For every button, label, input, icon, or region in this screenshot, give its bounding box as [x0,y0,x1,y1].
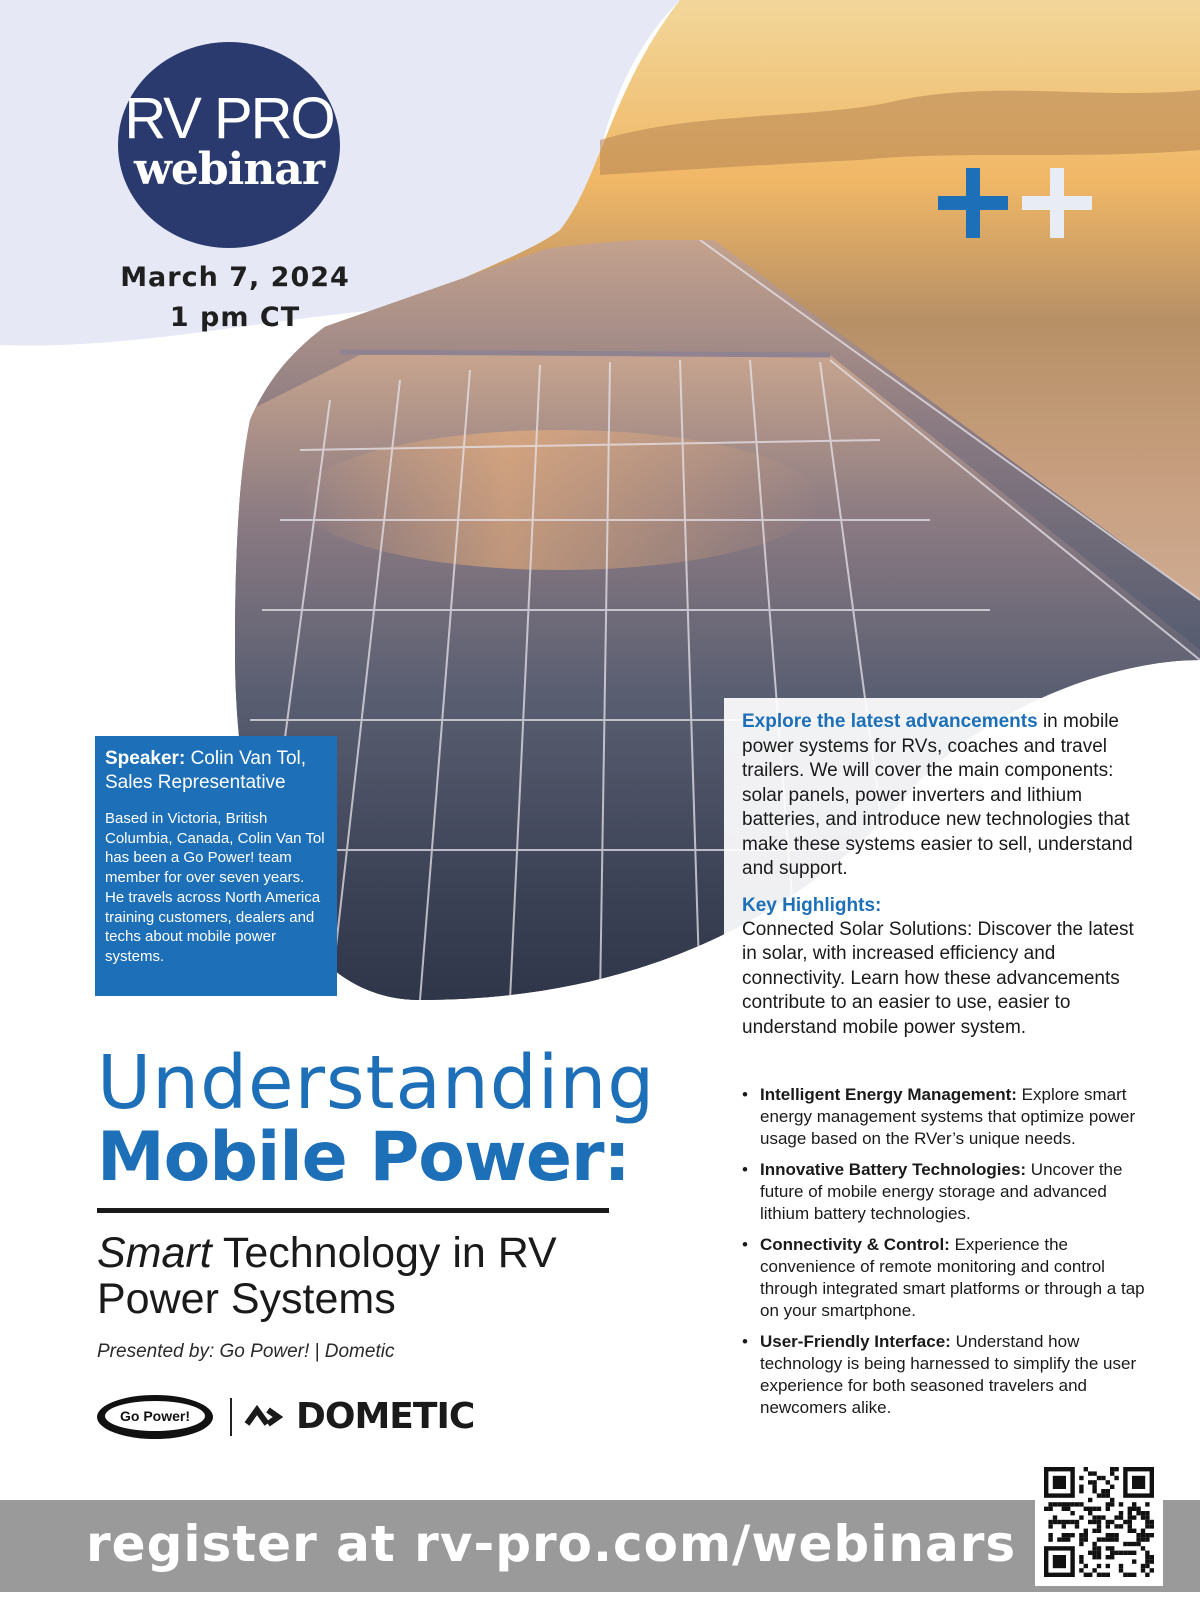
qr-module [1088,1498,1092,1502]
qr-module [1101,1489,1105,1493]
qr-module [1079,1537,1083,1541]
qr-module [1101,1515,1105,1519]
qr-module [1145,1524,1149,1528]
qr-module [1128,1551,1132,1555]
qr-module [1092,1568,1096,1572]
qr-module [1079,1555,1083,1559]
qr-module [1145,1537,1149,1541]
qr-module [1119,1511,1123,1515]
speaker-name: Colin Van Tol, [190,748,307,769]
qr-module [1106,1573,1110,1577]
qr-module [1141,1515,1145,1519]
qr-module [1062,1507,1066,1511]
qr-module [1132,1529,1136,1533]
qr-module [1132,1502,1136,1506]
qr-module [1106,1502,1110,1506]
qr-module [1079,1489,1083,1493]
qr-module [1128,1507,1132,1511]
highlight-text: Understand how technology is being harnessed to simplify the user experience for both seasoned travelers and newcomers alike. [760,1332,1137,1417]
qr-module [1106,1537,1110,1541]
qr-module [1092,1555,1096,1559]
qr-module [1114,1537,1118,1541]
qr-module [1088,1520,1092,1524]
qr-module [1106,1546,1110,1550]
highlights-list [742,1084,1152,1428]
qr-module [1110,1467,1114,1471]
plus-icon [1022,168,1092,238]
key-highlights-text: Connected Solar Solutions: Discover the latest in solar, with increased efficiency and connectivity. Learn how these advancements contribute to an easier to use, easier to understand mobile power system. [742,918,1134,1038]
qr-module [1092,1529,1096,1533]
qr-module [1106,1533,1110,1537]
qr-module [1119,1502,1123,1506]
highlight-title: Connectivity & Control: [760,1235,950,1254]
qr-module [1048,1537,1052,1541]
qr-module [1092,1480,1096,1484]
subtitle-rest: Technology in RV Power Systems [97,1229,557,1323]
qr-module [1101,1476,1105,1480]
qr-module [1092,1489,1096,1493]
qr-module [1128,1542,1132,1546]
qr-module [1053,1502,1057,1506]
qr-module [1097,1515,1101,1519]
qr-finder-module [1053,1555,1066,1568]
bullet: • [742,1160,748,1179]
qr-module [1132,1559,1136,1563]
qr-module [1110,1520,1114,1524]
dometic-chevron-icon [244,1402,290,1432]
qr-module [1136,1511,1140,1515]
qr-module [1128,1511,1132,1515]
qr-module [1084,1564,1088,1568]
qr-module [1062,1537,1066,1541]
qr-module [1044,1507,1048,1511]
qr-module [1132,1515,1136,1519]
qr-module [1062,1524,1066,1528]
qr-module [1048,1507,1052,1511]
qr-module [1119,1564,1123,1568]
qr-module [1048,1502,1052,1506]
speaker-heading [105,747,327,795]
qr-module [1101,1537,1105,1541]
qr-module [1141,1568,1145,1572]
intro-lead: Explore the latest advancements [742,711,1038,732]
register-link[interactable]: register at rv-pro.com/webinars [86,1515,1017,1573]
qr-module [1079,1502,1083,1506]
list-item [742,1331,1152,1419]
plus-icon [938,168,1008,238]
qr-module [1062,1533,1066,1537]
qr-module [1088,1480,1092,1484]
qr-module [1101,1573,1105,1577]
qr-module [1132,1551,1136,1555]
dometic-logo-text: DOMETIC [296,1396,475,1437]
qr-module [1062,1502,1066,1506]
qr-module [1123,1520,1127,1524]
qr-module [1145,1551,1149,1555]
presented-by: Presented by: Go Power! | Dometic [97,1341,395,1362]
qr-module [1092,1515,1096,1519]
qr-module [1048,1533,1052,1537]
logo-divider [230,1398,232,1436]
subtitle-emphasis: Smart [97,1229,212,1277]
qr-module [1128,1573,1132,1577]
qr-module [1097,1529,1101,1533]
qr-module [1062,1520,1066,1524]
qr-module [1119,1515,1123,1519]
qr-module [1128,1515,1132,1519]
qr-module [1070,1502,1074,1506]
qr-module [1141,1533,1145,1537]
qr-finder-module [1132,1476,1145,1489]
bullet: • [742,1085,748,1104]
bullet: • [742,1332,748,1351]
qr-module [1092,1546,1096,1550]
qr-module [1088,1507,1092,1511]
qr-module [1110,1498,1114,1502]
qr-module [1136,1533,1140,1537]
qr-module [1053,1520,1057,1524]
qr-module [1053,1515,1057,1519]
qr-module [1084,1533,1088,1537]
qr-module [1106,1480,1110,1484]
qr-finder-module [1053,1476,1066,1489]
logo-line1: RV PRO [124,86,334,151]
qr-module [1106,1489,1110,1493]
qr-module [1150,1568,1154,1572]
qr-module [1123,1573,1127,1577]
qr-module [1110,1471,1114,1475]
qr-module [1079,1533,1083,1537]
qr-module [1136,1542,1140,1546]
qr-module [1057,1502,1061,1506]
qr-module [1066,1537,1070,1541]
highlight-text: Explore smart energy management systems that optimize power usage based on the RVer’s unique needs. [760,1085,1136,1148]
qr-module [1106,1520,1110,1524]
qr-module [1088,1573,1092,1577]
qr-module [1106,1507,1110,1511]
qr-module [1114,1467,1118,1471]
qr-module [1114,1551,1118,1555]
qr-module [1092,1507,1096,1511]
qr-module [1097,1520,1101,1524]
description-intro [742,710,1147,882]
qr-module [1132,1542,1136,1546]
qr-module [1084,1573,1088,1577]
intro-rest: in mobile power systems for RVs, coaches and travel trailers. We will cover the main components: solar panels, power inverters and lithium batteries, and introduce new technologies that make these systems easier to sell, understand and support. [742,711,1133,879]
qr-module [1097,1573,1101,1577]
highlight-text: Uncover the future of mobile energy storage and advanced lithium battery technologies. [760,1160,1123,1223]
qr-module [1079,1476,1083,1480]
qr-module [1114,1476,1118,1480]
qr-module [1145,1515,1149,1519]
title-divider [97,1208,609,1213]
qr-module [1110,1533,1114,1537]
qr-module [1106,1564,1110,1568]
qr-module [1097,1551,1101,1555]
qr-module [1097,1524,1101,1528]
qr-module [1132,1507,1136,1511]
qr-code-icon[interactable] [1035,1458,1163,1586]
qr-module [1066,1533,1070,1537]
qr-module [1079,1559,1083,1563]
qr-module [1141,1537,1145,1541]
qr-module [1110,1551,1114,1555]
qr-module [1123,1551,1127,1555]
qr-module [1066,1520,1070,1524]
qr-module [1128,1529,1132,1533]
qr-module [1123,1542,1127,1546]
qr-module [1136,1537,1140,1541]
qr-module [1070,1511,1074,1515]
qr-module [1128,1520,1132,1524]
go-power-logo [97,1395,213,1439]
qr-module [1088,1511,1092,1515]
qr-module [1145,1555,1149,1559]
highlight-title: Innovative Battery Technologies: [760,1160,1027,1179]
go-power-logo-text: Go Power! [105,1401,205,1431]
qr-module [1088,1471,1092,1475]
qr-module [1119,1551,1123,1555]
qr-module [1097,1537,1101,1541]
qr-module [1097,1507,1101,1511]
list-item [742,1159,1152,1225]
qr-module [1110,1555,1114,1559]
qr-module [1075,1524,1079,1528]
qr-module [1092,1551,1096,1555]
rv-pro-webinar-logo [118,42,340,248]
speaker-role: Sales Representative [105,772,286,793]
qr-module [1110,1485,1114,1489]
key-highlights-title: Key Highlights: [742,894,882,916]
qr-module [1114,1533,1118,1537]
qr-module [1070,1533,1074,1537]
qr-module [1132,1573,1136,1577]
highlight-title: User-Friendly Interface: [760,1332,951,1351]
description-text [742,710,1147,1040]
event-time: 1 pm CT [169,302,301,333]
qr-module [1145,1564,1149,1568]
qr-code-graphic [1035,1458,1163,1586]
qr-module [1097,1476,1101,1480]
qr-module [1145,1559,1149,1563]
qr-module [1106,1524,1110,1528]
highlight-title: Intelligent Energy Management: [760,1085,1017,1104]
qr-module [1084,1467,1088,1471]
qr-module [1145,1520,1149,1524]
qr-module [1101,1493,1105,1497]
subtitle [97,1230,657,1322]
qr-module [1057,1520,1061,1524]
qr-module [1145,1511,1149,1515]
speaker-box [95,736,337,996]
qr-module [1075,1520,1079,1524]
title-line2: Mobile Power: [97,1118,630,1197]
speaker-bio: Based in Victoria, British Columbia, Canada, Colin Van Tol has been a Go Power! team member for over seven years. He travels across North America training customers, dealers and techs about mobile power systems. [105,810,325,965]
qr-module [1141,1511,1145,1515]
qr-module [1066,1502,1070,1506]
qr-module [1048,1524,1052,1528]
qr-module [1079,1542,1083,1546]
qr-module [1106,1555,1110,1559]
qr-module [1150,1520,1154,1524]
qr-module [1084,1529,1088,1533]
qr-module [1110,1546,1114,1550]
qr-module [1079,1515,1083,1519]
qr-module [1128,1524,1132,1528]
qr-module [1097,1555,1101,1559]
highlight-text: Experience the convenience of remote monitoring and control through integrated smart platforms or through a tap on your smartphone. [760,1235,1145,1320]
logo-line2: webinar [133,144,325,195]
qr-module [1088,1551,1092,1555]
qr-module [1141,1529,1145,1533]
qr-module [1092,1542,1096,1546]
qr-module [1097,1493,1101,1497]
qr-module [1141,1546,1145,1550]
qr-module [1066,1507,1070,1511]
title-line1: Understanding [97,1040,656,1126]
qr-module [1114,1515,1118,1519]
qr-module [1075,1502,1079,1506]
qr-module [1114,1524,1118,1528]
qr-module [1145,1502,1149,1506]
qr-module [1150,1555,1154,1559]
qr-module [1136,1507,1140,1511]
qr-module [1150,1559,1154,1563]
event-date: March 7, 2024 [120,262,350,293]
qr-module [1092,1520,1096,1524]
list-item [742,1084,1152,1150]
qr-module [1057,1537,1061,1541]
qr-module [1092,1471,1096,1475]
qr-module [1097,1546,1101,1550]
qr-module [1145,1573,1149,1577]
qr-module [1079,1568,1083,1572]
qr-module [1106,1493,1110,1497]
qr-module [1070,1520,1074,1524]
qr-module [1150,1533,1154,1537]
qr-module [1097,1564,1101,1568]
qr-module [1119,1568,1123,1572]
qr-module [1119,1524,1123,1528]
qr-module [1150,1524,1154,1528]
qr-module [1141,1564,1145,1568]
qr-module [1084,1507,1088,1511]
qr-module [1092,1485,1096,1489]
qr-module [1145,1533,1149,1537]
speaker-label: Speaker: [105,748,186,769]
qr-module [1110,1502,1114,1506]
bullet: • [742,1235,748,1254]
qr-module [1110,1537,1114,1541]
qr-module [1084,1537,1088,1541]
list-item [742,1234,1152,1322]
qr-module [1079,1485,1083,1489]
qr-module [1048,1520,1052,1524]
